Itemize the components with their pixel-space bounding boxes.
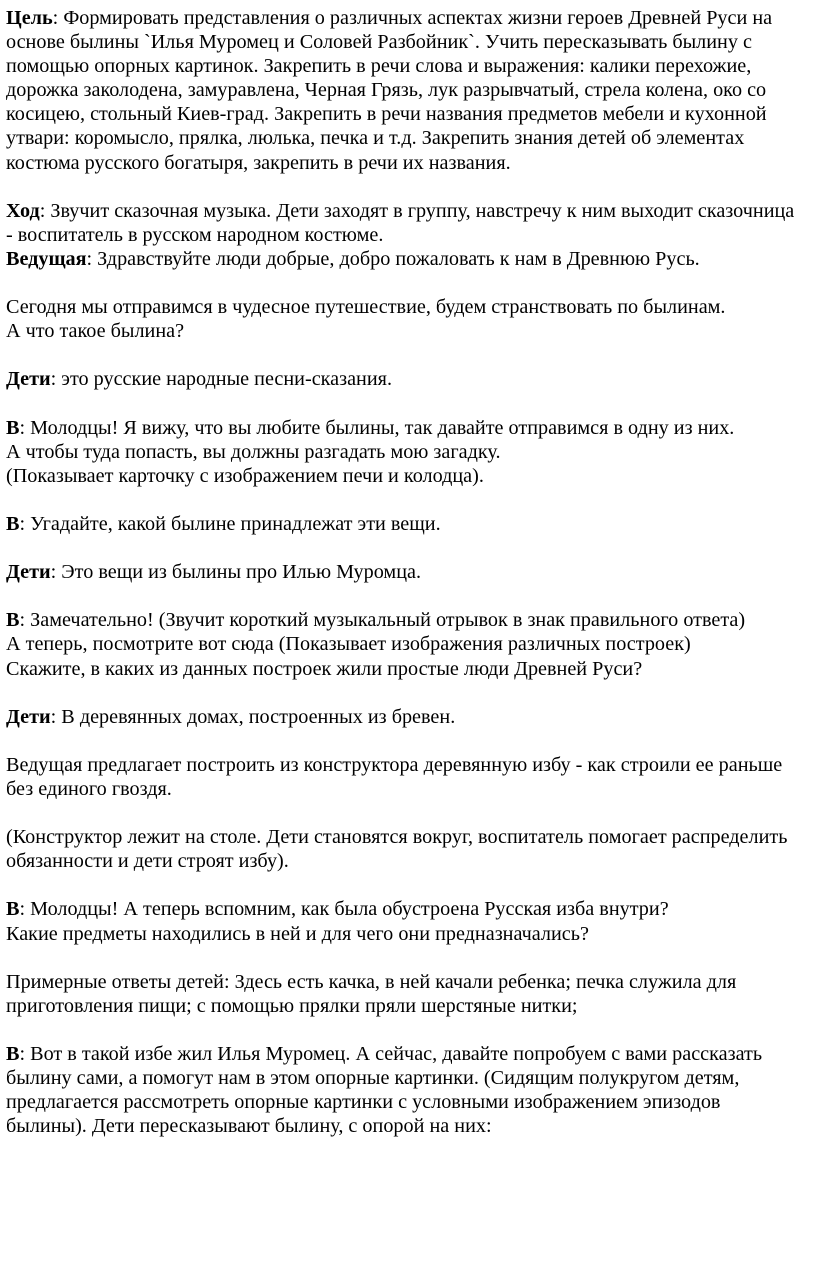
goal-text: : Формировать представления о различных аспектах жизни героев Древней Руси на основе былины `Илья Муромец и Соловей Разбойник`. Учить пересказывать былину с помощью опорных картинок. Закрепить в речи слова и выражения: калики перехожие, дорожка заколодена, замуравлена, Черная Грязь, лук разрывчатый, стрела колена, око со косицею, стольный Киев-град. Закрепить в речи названия предметов мебели и кухонной утвари: коромысло, прялка, люлька, печка и т.д. Закрепить знания детей об элементах костюма русского богатыря, закрепить в речи их названия.: [6, 7, 773, 174]
host-greeting-paragraph: [6, 247, 806, 271]
kids-label: Дети: [6, 561, 51, 584]
spacer: [6, 681, 806, 705]
kids-label: Дети: [6, 705, 51, 728]
kids-answer-2-text: : Это вещи из былины про Илью Муромца.: [50, 561, 422, 584]
spacer: [6, 271, 806, 295]
course-text: : Звучит сказочная музыка. Дети заходят в группу, навстречу к ним выходит сказочница - воспитатель в русском народном костюме.: [6, 199, 795, 246]
teacher-1-text: : Молодцы! Я вижу, что вы любите былины, так давайте отправимся в одну из них.: [19, 416, 735, 439]
kids-answer-1-text: : это русские народные песни-сказания.: [50, 368, 392, 391]
look-here-paragraph: А теперь, посмотрите вот сюда (Показывает изображения различных построек): [6, 633, 691, 656]
teacher-5-paragraph: [6, 1042, 806, 1138]
goal-label: Цель: [6, 7, 53, 29]
spacer: [6, 488, 806, 512]
spacer: [6, 584, 806, 608]
teacher-label: В: [6, 416, 20, 439]
sample-answers-paragraph: Примерные ответы детей: Здесь есть качка, в ней качали ребенка; печка служила для приготовления пищи; с помощью прялки пряли шерстяные нитки;: [6, 970, 737, 1017]
kids-answer-3-paragraph: [6, 705, 806, 729]
spacer: [6, 392, 806, 416]
which-buildings-paragraph: Скажите, в каких из данных построек жили простые люди Древней Руси?: [6, 657, 643, 680]
teacher-1-paragraph: [6, 416, 806, 440]
spacer: [6, 801, 806, 825]
kids-label: Дети: [6, 368, 51, 391]
riddle-paragraph: А чтобы туда попасть, вы должны разгадать мою загадку.: [6, 440, 501, 463]
what-is-bylina-paragraph: А что такое былина?: [6, 320, 185, 343]
teacher-5-text: : Вот в такой избе жил Илья Муромец. А сейчас, давайте попробуем с вами рассказать былину сами, а помогут нам в этом опорные картинки. (Сидящим полукругом детям, предлагается рассмотреть опорные картинки с условными изображением эпизодов былины). Дети пересказывают былину, с опорой на них:: [6, 1043, 763, 1138]
teacher-4-text: : Молодцы! А теперь вспомним, как была обустроена Русская изба внутри?: [19, 898, 669, 921]
host-offers-paragraph: Ведущая предлагает построить из конструктора деревянную избу - как строили ее раньше без единого гвоздя.: [6, 753, 783, 800]
spacer: [6, 946, 806, 970]
teacher-3-paragraph: [6, 608, 806, 632]
teacher-4-paragraph: [6, 897, 806, 921]
course-label: Ход: [6, 199, 40, 222]
teacher-3-text: : Замечательно! (Звучит короткий музыкальный отрывок в знак правильного ответа): [19, 609, 746, 632]
kids-answer-3-text: : В деревянных домах, построенных из бревен.: [50, 705, 456, 728]
constructor-note-paragraph: (Конструктор лежит на столе. Дети становятся вокруг, воспитатель помогает распределить обязанности и дети строят избу).: [6, 826, 788, 873]
course-paragraph: [6, 199, 806, 247]
host-greeting-text: : Здравствуйте люди добрые, добро пожаловать к нам в Древнюю Русь.: [86, 247, 700, 270]
teacher-label: В: [6, 512, 20, 535]
spacer: [6, 729, 806, 753]
teacher-2-text: : Угадайте, какой былине принадлежат эти вещи.: [19, 512, 441, 535]
goal-paragraph: [6, 6, 806, 175]
shows-card-paragraph: (Показывает карточку с изображением печи и колодца).: [6, 464, 484, 487]
teacher-label: В: [6, 609, 20, 632]
today-journey-paragraph: Сегодня мы отправимся в чудесное путешествие, будем странствовать по былинам.: [6, 296, 726, 319]
teacher-label: В: [6, 898, 20, 921]
teacher-2-paragraph: [6, 512, 806, 536]
spacer: [6, 1018, 806, 1042]
document-page: [6, 6, 806, 1138]
spacer: [6, 873, 806, 897]
which-items-paragraph: Какие предметы находились в ней и для чего они предназначались?: [6, 922, 589, 945]
kids-answer-1-paragraph: [6, 367, 806, 391]
spacer: [6, 175, 806, 199]
teacher-label: В: [6, 1043, 20, 1066]
spacer: [6, 536, 806, 560]
kids-answer-2-paragraph: [6, 560, 806, 584]
spacer: [6, 343, 806, 367]
host-label: Ведущая: [6, 247, 87, 270]
